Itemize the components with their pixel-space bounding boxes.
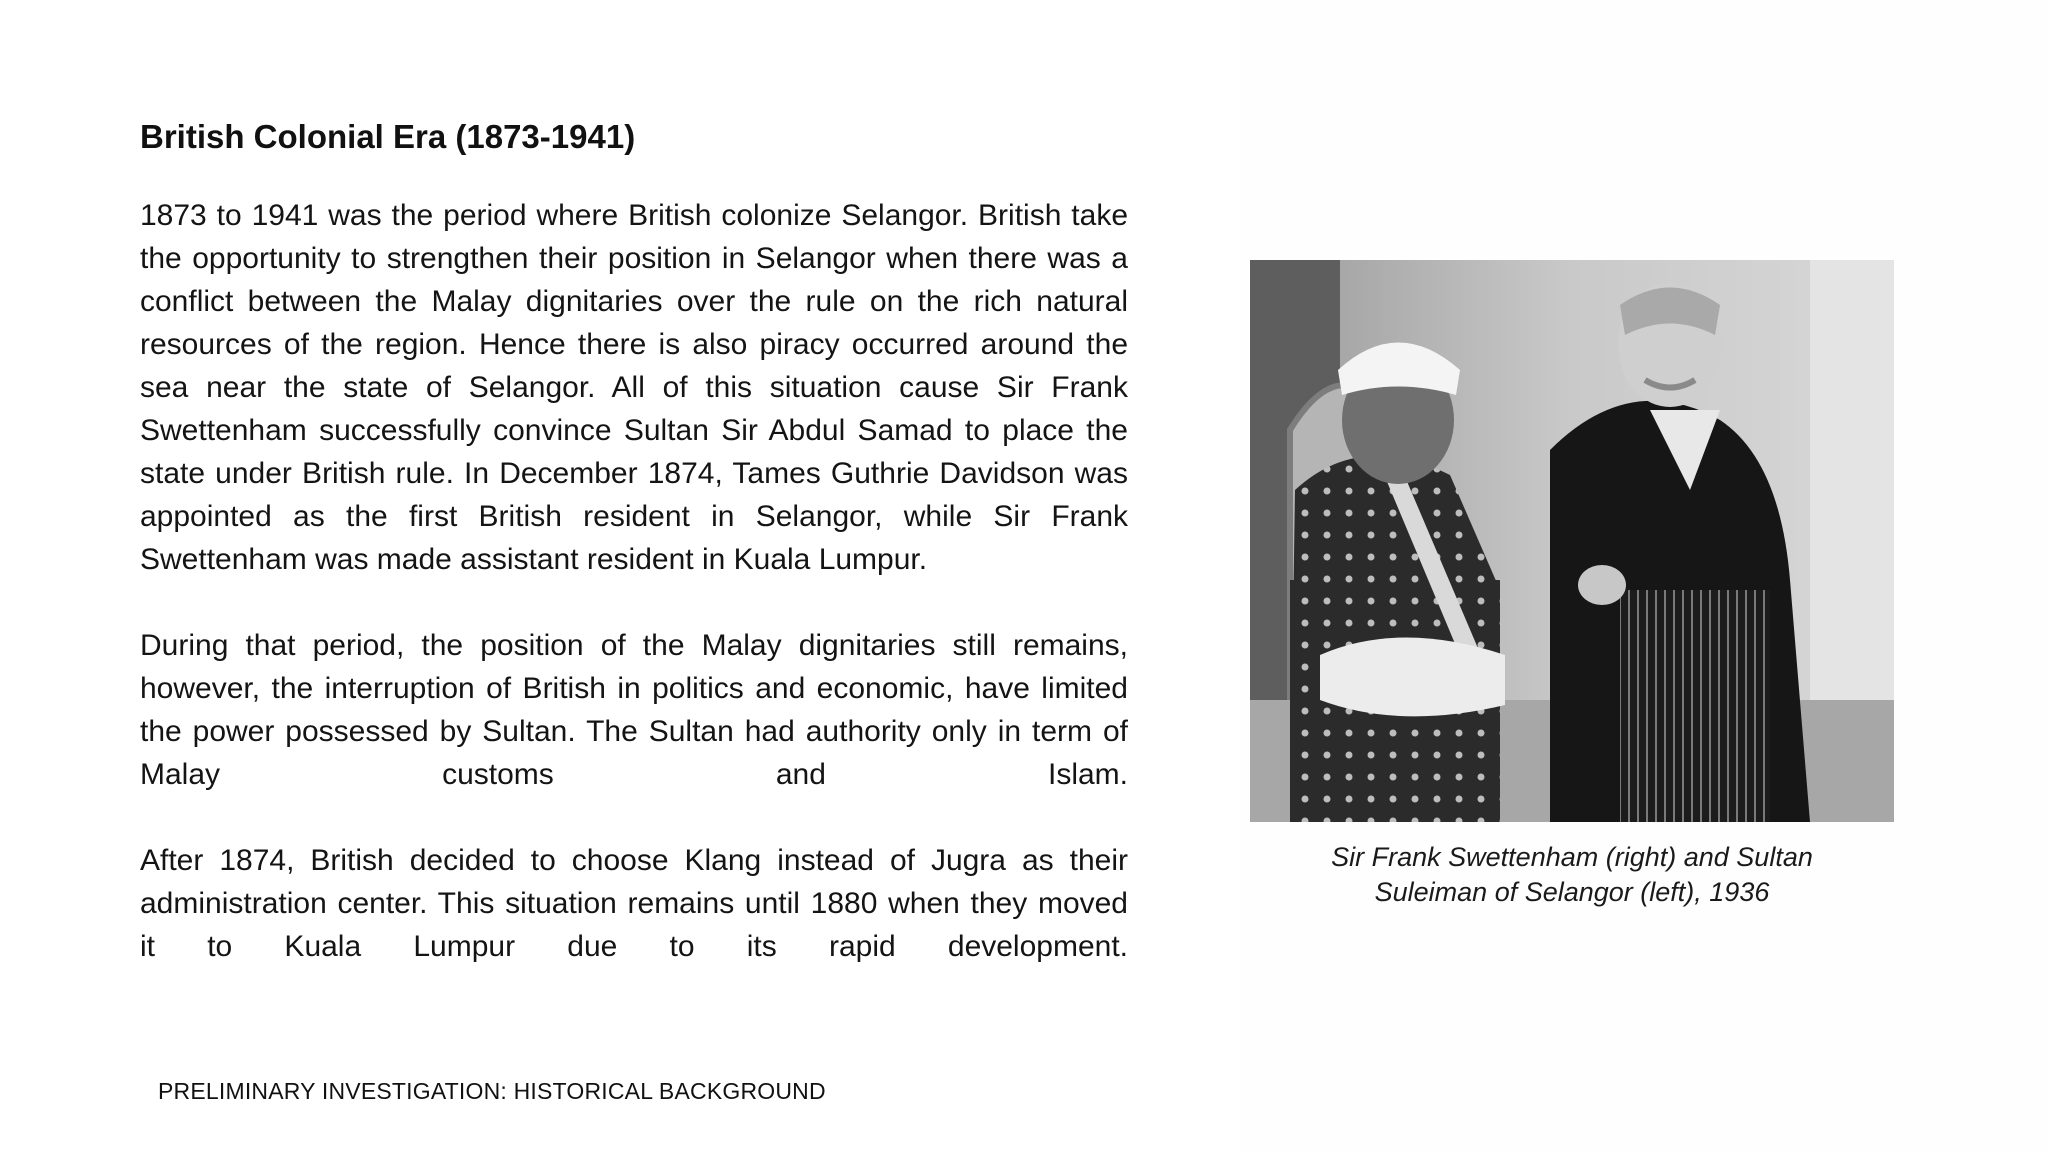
paragraph-colonization: 1873 to 1941 was the period where British colonize Selangor. British take the opportunity to strengthen their position in Selangor when there was a conflict between the Malay dignitaries over the rule on the rich natural resources of the region. Hence there is also piracy occurred around the sea near the state of Selangor. All of this situation cause Sir Frank Swettenham successfully convince Sultan Sir Abdul Samad to place the state under British rule. In December 1874, Tames Guthrie Davidson was appointed as the first British resident in Selangor, while Sir Frank Swettenham was made assistant resident in Kuala Lumpur. [140,199,1128,576]
section-title: British Colonial Era (1873-1941) [140,118,636,155]
slide-footer: PRELIMINARY INVESTIGATION: HISTORICAL BACKGROUND [158,1078,826,1104]
paragraph-dignitaries: During that period, the position of the Malay dignitaries still remains, however, the interruption of British in politics and economic, have limited the power possessed by Sultan. The Sultan had authority only in term of Malay customs and Islam. [140,629,1128,791]
historical-photo [1250,260,1894,822]
body-text [140,194,1128,1011]
photo-caption [1250,840,1894,910]
photo-caption-line-1: Sir Frank Swettenham (right) and Sultan [1331,842,1813,872]
paragraph-administration-center: After 1874, British decided to choose Klang instead of Jugra as their administration center. This situation remains until 1880 when they moved it to Kuala Lumpur due to its rapid development. [140,844,1128,963]
photo-caption-line-2: Suleiman of Selangor (left), 1936 [1374,877,1770,907]
